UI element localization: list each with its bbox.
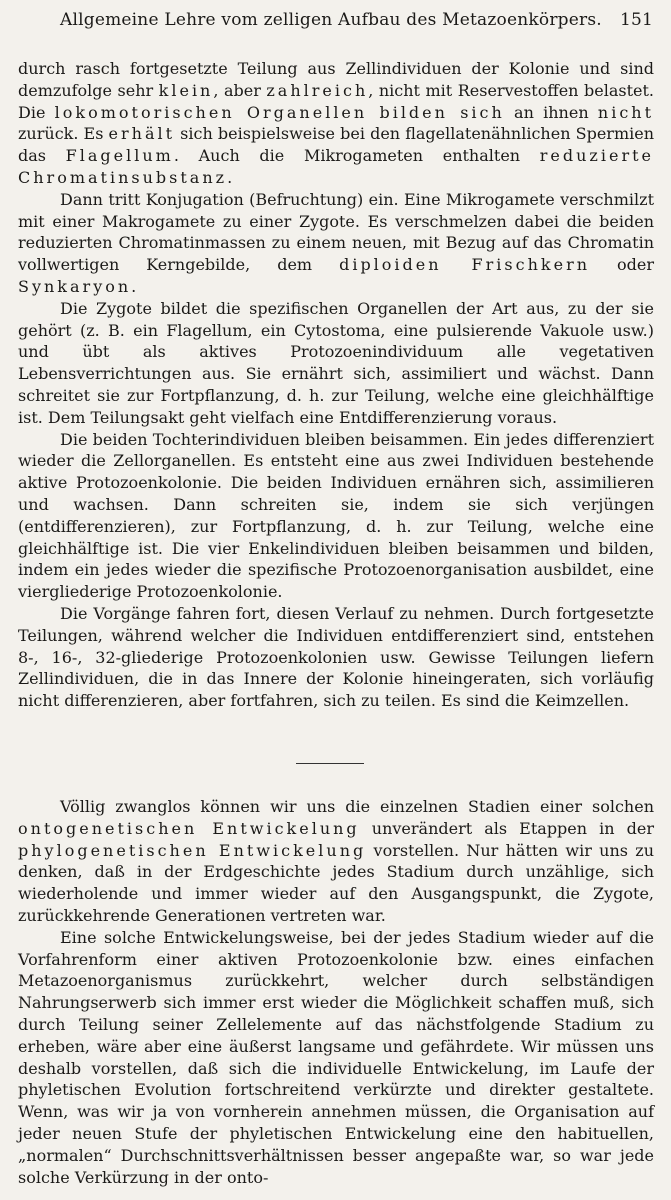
text-block-upper [18,58,654,712]
paragraph: Völlig zwanglos können wir uns die einzelnen Stadien einer solchen ontogenetischen Entwickelung unverändert als Etappen in der phylogenetischen Entwickelung vorstellen. Nur hätten wir uns zu denken, daß in der Erdgeschichte jedes Stadium durch unzählige, sich wiederholende und immer wieder auf den Ausgangspunkt, die Zygote, zurückkehrende Generationen vertreten war. [18,797,655,925]
paragraph: Eine solche Entwickelungsweise, bei der jedes Stadium wieder auf die Vorfahrenform einer aktiven Protozoenkolonie bzw. eines einfachen Metazoenorganismus zurückkehrt, welcher durch selbständigen Nahrungserwerb sich immer erst wieder die Möglichkeit schaffen muß, sich durch Teilung seiner Zellelemente auf das nächstfolgende Stadium zu erheben, wäre aber eine äußerst langsame und gefährdete. Wir müssen uns deshalb vorstellen, daß sich die individuelle Entwickelung, im Laufe der phyletischen Evolution fortschreitend verkürzte und direkter gestaltete. Wenn, was wir ja von vornherein annehmen müssen, die Organisation auf jeder neuen Stufe der phyletischen Entwickelung eine den habituellen, „normalen“ Durchschnittsverhältnissen besser angepaßte war, so war jede solche Verkürzung in der onto- [18,927,654,1187]
paragraph: Die beiden Tochterindividuen bleiben beisammen. Ein jedes differenziert wieder die Zellorganellen. Es entsteht eine aus zwei Individuen bestehende aktive Protozoenkolonie. Die beiden Individuen ernähren sich, assimilieren und wachsen. Dann schreiten sie, indem sie sich verjüngen (entdifferenzieren), zur Fortpflanzung, d. h. zur Teilung, welche eine gleichhälftige ist. Die vier Enkelindividuen bleiben beisammen und bilden, indem ein jedes wieder die spezifische Protozoenorganisation ausbildet, eine viergliederige Protozoenkolonie. [18,429,654,602]
paragraph: Dann tritt Konjugation (Befruchtung) ein. Eine Mikrogamete verschmilzt mit einer Makrogamete zu einer Zygote. Es verschmelzen dabei die beiden reduzierten Chromatinmassen zu einem neuen, mit Bezug auf das Chromatin vollwertigen Kerngebilde, dem diploiden Frischkern oder Synkaryon. [18,189,654,296]
paragraph: Die Zygote bildet die spezifischen Organellen der Art aus, zu der sie gehört (z. B. ein Flagellum, ein Cytostoma, eine pulsierende Vakuole usw.) und übt als aktives Protozoenindividuum alle vegetativen Lebensverrichtungen aus. Sie ernährt sich, assimiliert und wächst. Dann schreitet sie zur Fortpflanzung, d. h. zur Teilung, welche eine gleichhälftige ist. Dem Teilungsakt geht vielfach eine Entdifferenzierung voraus. [18,298,654,427]
text-block-lower [18,796,654,1188]
paragraph: Die Vorgänge fahren fort, diesen Verlauf zu nehmen. Durch fortgesetzte Teilungen, während welcher die Individuen entdifferenziert sind, entstehen 8-, 16-, 32-gliederige Protozoenkolonien usw. Gewisse Teilungen liefern Zellindividuen, die in das Innere der Kolonie hineingeraten, sich vorläufig nicht differenzieren, aber fortfahren, sich zu teilen. Es sind die Keimzellen. [18,603,654,711]
running-title: Allgemeine Lehre vom zelligen Aufbau des Metazoenkörpers. [60,10,602,30]
running-header [20,10,653,36]
page-number: 151 [619,10,653,30]
section-divider [296,763,364,764]
paragraph: durch rasch fortgesetzte Teilung aus Zellindividuen der Kolonie und sind demzufolge sehr klein, aber zahlreich, nicht mit Reservestoffen belastet. Die lokomotorischen Organellen bilden sich an ihnen nicht zurück. Es erhält sich beispielsweise bei den flagellatenähnlichen Spermien das Flagellum. Auch die Mikrogameten enthalten reduzierte Chromatinsubstanz. [18,59,655,187]
